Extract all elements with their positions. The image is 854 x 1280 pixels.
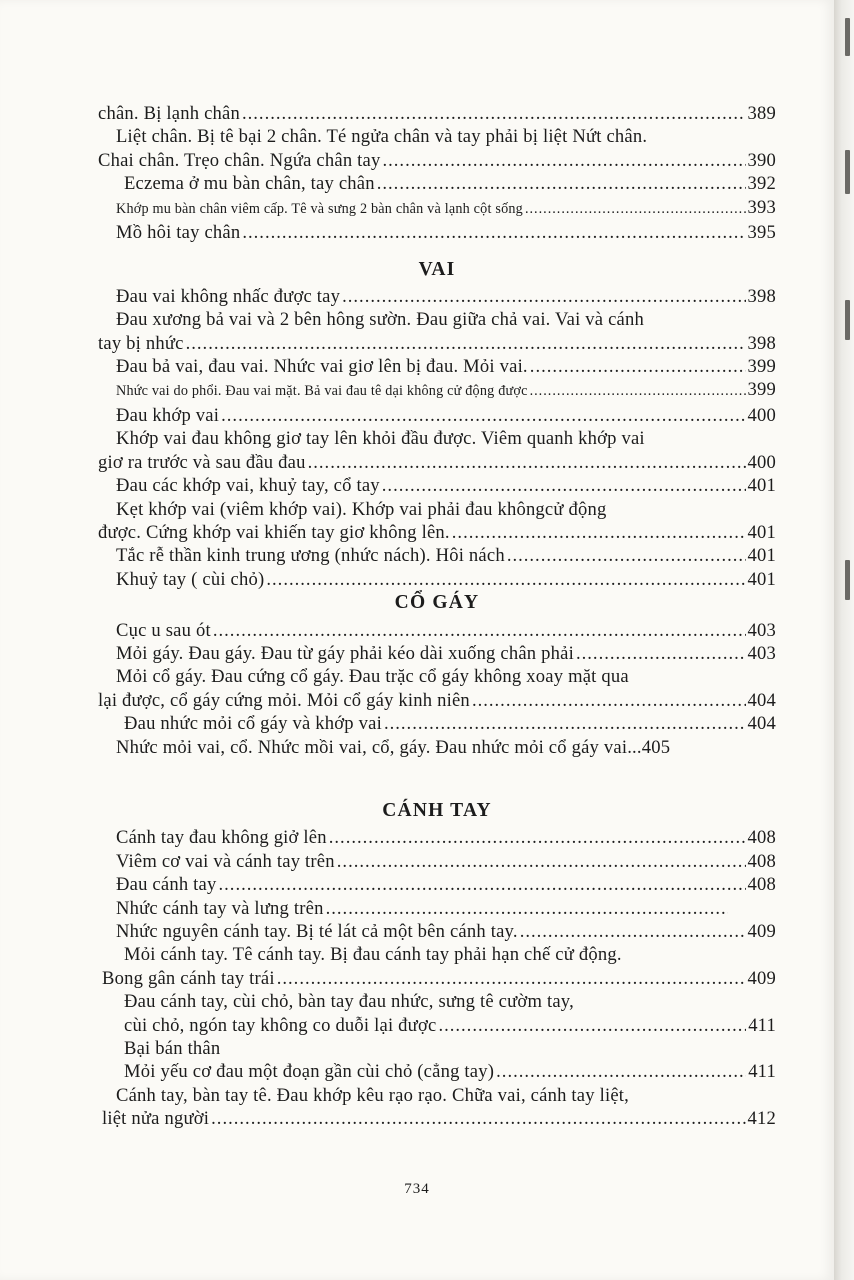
entry-page: 390 — [747, 149, 776, 171]
toc-entry — [98, 967, 776, 990]
toc-entry: Mỏi cổ gáy. Đau cứng cổ gáy. Đau trặc cổ gáy không xoay mặt qua — [116, 666, 629, 688]
entry-page: 408 — [747, 850, 776, 872]
toc-entry: Mỏi cánh tay. Tê cánh tay. Bị đau cánh tay phải hạn chế cử động. — [124, 944, 622, 966]
entry-text: Đau vai không nhấc được tay — [116, 285, 341, 307]
toc-entry — [98, 102, 776, 125]
dot-leader — [266, 568, 745, 591]
entry-text: Chai chân. Trẹo chân. Ngứa chân tay — [98, 149, 381, 171]
toc-entry — [98, 873, 776, 896]
toc-entry — [98, 285, 776, 308]
dot-leader — [507, 544, 746, 567]
dot-leader — [342, 285, 745, 308]
entry-page: 401 — [747, 545, 776, 567]
dot-leader — [337, 850, 746, 873]
entry-page: 398 — [747, 285, 776, 307]
entry-text: Tắc rễ thần kinh trung ương (nhức nách). Hôi nách — [116, 545, 505, 567]
toc-entry — [98, 1107, 776, 1130]
entry-text: Đau bả vai, đau vai. Nhức vai giơ lên bị đau. Mỏi vai. — [116, 356, 528, 378]
entry-page: 409 — [747, 921, 776, 942]
table-of-contents — [98, 102, 776, 1131]
toc-entry — [98, 826, 776, 849]
entry-text: cùi chỏ, ngón tay không co duỗi lại được — [124, 1014, 437, 1036]
dot-leader — [329, 826, 746, 849]
entry-page: 401 — [747, 568, 776, 590]
toc-entry — [98, 378, 776, 403]
toc-entry — [98, 1060, 776, 1083]
entry-page: 404 — [747, 689, 776, 711]
toc-entry: Đau cánh tay, cùi chỏ, bàn tay đau nhức, sưng tê cườm tay, — [124, 991, 574, 1013]
dot-leader — [530, 380, 746, 403]
page-edge — [834, 0, 854, 1280]
entry-text: Đau các khớp vai, khuỷ tay, cổ tay — [116, 475, 380, 497]
dot-leader — [382, 149, 745, 172]
dot-leader — [326, 897, 728, 920]
entry-text: giơ ra trước và sau đầu đau — [98, 451, 306, 473]
toc-entry — [98, 619, 776, 642]
dot-leader — [277, 967, 746, 990]
toc-entry — [98, 736, 776, 759]
entry-text: Mồ hôi tay chân — [116, 222, 241, 244]
entry-page: 393 — [747, 196, 776, 218]
toc-entry: Đau xương bả vai và 2 bên hông sườn. Đau giữa chả vai. Vai và cánh — [116, 309, 644, 331]
section-heading-vai: VAI — [418, 259, 456, 281]
edge-mark — [845, 18, 850, 56]
entry-page: 404 — [747, 713, 776, 735]
dot-leader — [520, 920, 746, 943]
dot-leader — [219, 873, 746, 896]
section-heading-canh-tay: CÁNH TAY — [382, 799, 492, 821]
toc-entry — [98, 332, 776, 355]
toc-entry: Liệt chân. Bị tê bại 2 chân. Té ngửa chân và tay phải bị liệt Nứt chân. — [116, 126, 648, 148]
toc-entry — [98, 149, 776, 172]
entry-text: Mỏi yếu cơ đau một đoạn gần cùi chỏ (cẳng tay) — [124, 1061, 495, 1083]
toc-entry: Khớp vai đau không giơ tay lên khỏi đầu được. Viêm quanh khớp vai — [116, 428, 645, 450]
toc-entry — [98, 642, 776, 665]
entry-page: 408 — [747, 874, 776, 896]
entry-text: Nhức cánh tay và lưng trên — [116, 897, 324, 919]
entry-page: 398 — [747, 332, 776, 354]
toc-entry — [98, 404, 776, 427]
entry-text: Nhức mỏi vai, cổ. Nhức mồi vai, cổ, gáy. Đau nhức mỏi cổ gáy vai... — [116, 736, 642, 758]
page-number: 734 — [404, 1181, 430, 1197]
entry-page: 409 — [747, 967, 776, 989]
dot-leader — [384, 712, 746, 735]
entry-text: Đau khớp vai — [116, 404, 220, 426]
edge-mark — [845, 300, 850, 340]
entry-text: Eczema ở mu bàn chân, tay chân — [124, 173, 375, 195]
entry-page: 392 — [747, 173, 776, 195]
entry-text: Nhức nguyên cánh tay. Bị té lát cả một bên cánh tay. — [116, 921, 518, 942]
entry-text: Đau cánh tay — [116, 874, 217, 896]
entry-text: Mỏi gáy. Đau gáy. Đau từ gáy phải kéo dài xuống chân phải — [116, 642, 574, 664]
dot-leader — [525, 198, 746, 221]
dot-leader — [308, 451, 746, 474]
entry-page: 403 — [747, 619, 776, 641]
toc-entry — [98, 897, 776, 920]
entry-page: 412 — [747, 1108, 776, 1130]
dot-leader — [576, 642, 746, 665]
dot-leader — [242, 221, 745, 244]
toc-entry — [98, 1014, 776, 1037]
toc-entry — [98, 521, 776, 544]
entry-page: 401 — [747, 475, 776, 497]
toc-entry — [98, 474, 776, 497]
edge-mark — [845, 150, 850, 194]
toc-entry — [98, 221, 776, 244]
entry-page: 400 — [747, 451, 776, 473]
dot-leader — [472, 689, 746, 712]
toc-entry — [98, 355, 776, 378]
entry-page: 405 — [641, 736, 671, 758]
dot-leader — [211, 1107, 745, 1130]
dot-leader — [382, 474, 746, 497]
entry-text: Viêm cơ vai và cánh tay trên — [116, 850, 335, 872]
entry-page: 401 — [747, 521, 776, 543]
entry-text: Khuỷ tay ( cùi chỏ) — [116, 568, 265, 590]
toc-entry: Kẹt khớp vai (viêm khớp vai). Khớp vai phải đau khôngcử động — [116, 498, 607, 520]
entry-page: 389 — [747, 103, 776, 124]
entry-text: Cánh tay đau không giở lên — [116, 827, 327, 849]
dot-leader — [496, 1060, 746, 1083]
toc-entry — [98, 196, 776, 221]
entry-text: Bong gân cánh tay trái — [102, 967, 275, 989]
toc-entry — [98, 920, 776, 943]
toc-entry — [98, 689, 776, 712]
entry-text: được. Cứng khớp vai khiến tay giơ không lên. — [98, 521, 450, 543]
entry-text: tay bị nhức — [98, 332, 184, 354]
edge-mark — [845, 560, 850, 600]
entry-page: 400 — [747, 404, 776, 426]
entry-page: 395 — [747, 222, 776, 244]
dot-leader — [242, 102, 746, 125]
toc-entry — [98, 451, 776, 474]
toc-entry — [98, 544, 776, 567]
toc-entry — [98, 172, 776, 195]
dot-leader — [452, 521, 746, 544]
dot-leader — [186, 332, 746, 355]
entry-page: 399 — [747, 356, 776, 378]
toc-entry — [98, 712, 776, 735]
toc-entry: Cánh tay, bàn tay tê. Đau khớp kêu rạo rạo. Chữa vai, cánh tay liệt, — [116, 1084, 629, 1106]
entry-page: 411 — [748, 1061, 776, 1083]
toc-entry: Bại bán thân — [124, 1038, 221, 1060]
toc-entry — [98, 850, 776, 873]
toc-entry — [98, 568, 776, 591]
entry-page: 408 — [747, 827, 776, 849]
entry-text: chân. Bị lạnh chân — [98, 103, 240, 124]
dot-leader — [213, 619, 746, 642]
dot-leader — [438, 1014, 746, 1037]
section-heading-co-gay: CỔ GÁY — [394, 592, 480, 614]
dot-leader — [377, 172, 746, 195]
dot-leader — [530, 355, 746, 378]
entry-page: 399 — [747, 379, 776, 401]
entry-text: lại được, cổ gáy cứng mỏi. Mỏi cổ gáy kinh niên — [98, 689, 470, 711]
entry-page: 411 — [748, 1014, 776, 1036]
entry-text: Cục u sau ót — [116, 619, 211, 641]
entry-text: Khớp mu bàn chân viêm cấp. Tê và sưng 2 bàn chân và lạnh cột sống — [116, 200, 523, 217]
entry-page: 403 — [747, 642, 776, 664]
dot-leader — [221, 404, 745, 427]
entry-text: liệt nửa người — [102, 1108, 210, 1130]
entry-text: Nhức vai do phổi. Đau vai mặt. Bả vai đau tê dại không cử động được — [116, 383, 528, 400]
entry-text: Đau nhức mỏi cổ gáy và khớp vai — [124, 713, 382, 735]
